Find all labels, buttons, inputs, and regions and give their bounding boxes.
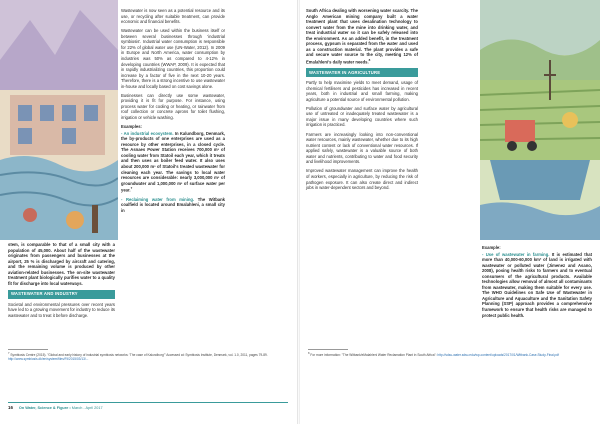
example-witbank-heading: - Reclaiming water from mining.	[121, 196, 195, 202]
industrial-symbiosis-text: Wastewater can be used within the business itself or between several businesses through 'industrial symbiosis'. Industrial water consumption is responsible for 22% of global water use (UN-Water, 2012). In 2009 in Europe and North America, water consumption by industries was 50% as compared to 4-12% in developing countries (WWAP, 2009). It is expected that in rapidly industrializing countries, this proportion could increase by a factor of five in the next 10-20 years. Therefore, there is a strong incentive to use wastewater in-house and locally based on cost savings alone.	[121, 28, 225, 89]
example-kalundborg	[121, 131, 225, 193]
issue-date: • March - April 2017	[68, 406, 103, 410]
airport-wastewater-text: stem, is comparable to that of a small city with a population of 45,000. About half of the wastewater originates from passengers and businesses at the airport, 25 % is discharged by aircraft and catering, and the remaining volume is produced by other aviation-related businesses. The on-site wastewater treatment plant biologically purifies water to a quality fit for discharge into local waterways.	[8, 242, 115, 286]
example-witbank-body: The Witbank coalfield is located around Emalahleni, a small city in	[121, 196, 225, 213]
example-label: Example:	[482, 245, 501, 250]
footnote-link-8[interactable]: http://sdsu-water.sdsu.edu/wp-content/uploads/2017/01/Witbank-Case-Study-Final.pdf	[437, 353, 559, 358]
section-heading-agriculture: WASTEWATER IN AGRICULTURE	[306, 68, 418, 77]
example-witbank	[121, 197, 225, 214]
examples-label: Examples:	[121, 124, 142, 130]
footer-divider	[8, 402, 288, 403]
footnote-7	[8, 352, 278, 361]
wastewater-resource-text: Wastewater is now seen as a potential resource and its use, or recycling after suitable treatment, can provide economic and financial benefits.	[121, 8, 225, 25]
left-page	[0, 0, 298, 424]
footnote-8	[308, 352, 588, 357]
agriculture-intro-text: Partly to help maximise yields to meet demand, usage of chemical fertilisers and pesticides has increased in recent years, both in industrial and small farming, making agriculture a potential source of environmental pollution.	[306, 80, 418, 102]
example-farming	[482, 252, 592, 319]
example-kalundborg-heading: - An industrial ecosystem.	[121, 130, 174, 136]
right-column-1	[306, 8, 418, 194]
footnote-ref-7[interactable]: 7	[130, 186, 133, 191]
direct-use-text: Businesses can directly use some wastewater, providing it is fit for purpose. For instance, using process water for cooling or heating, or rainwater from roof collection or concrete aprons for toilet flushing, irrigation or vehicle washing.	[121, 92, 225, 121]
footnote-ref-8[interactable]: 8	[368, 57, 371, 62]
footnote-mark: 7	[8, 352, 10, 355]
example-kalundborg-body: In Kalundborg, Denmark, the by-products of one enterprises are used as a resource by other enterprises, in a closed cycle. The Asnaes Power Station receives 700,000 m³ of cooling water from Statoil each year, which it treats and then uses as boiler feed water. It also uses about 200,000 m³ of Statoil's treated wastewater for cleaning each year. The savings to local water resources are considerable: nearly 3,000,000 m³ of groundwater and 1,000,000 m³ of surface water per year.	[121, 130, 225, 193]
footnote-divider-right	[308, 349, 348, 350]
farmers-wastewater-text: Farmers are increasingly looking into non-conventional water resources, mainly wastewater, whether due to its high nutrient content or lack of conventional water resources. If applied safely, wastewater is a valuable source of both water and nutrients, contributing to water and food security and livelihood improvements.	[306, 131, 418, 165]
page-footer	[8, 405, 288, 410]
left-column-1	[8, 242, 115, 322]
magazine-title: On Water, Science & Figure	[18, 406, 69, 410]
footnote-link[interactable]: http://www.symbiosis.dk/en/system/files/Fil/2015/03/13/...	[8, 357, 89, 362]
left-column-2	[121, 8, 225, 217]
witbank-plant-text: South Africa dealing with worsening water scarcity. The Anglo American mining company built a water treatment plant that uses desalination technology to convert water from the mine into drinking water, and treat industrial water so it can be safely released into the environment. As an added benefit, in the treatment process, gypsum is separated from the water and used as a construction material. The plant provides a safe and secure water source to the city, meeting 12% of Emalahleni's daily water needs.	[306, 8, 418, 65]
industry-intro-text: Societal and environmental pressures over recent years have led to a growing movement for industry to reduce its wastewater and to treat it before discharge.	[8, 301, 115, 318]
right-page	[300, 0, 600, 424]
example-farming-body: It is estimated that more than 40,000-60,000 km² of land is irrigated with wastewater or polluted water (Jimenez and Asano, 2008), posing health risks to farmers and to eventual consumers of the agricultural products. Available technologies allow removal of almost all contaminants from wastewater, making them suitable for every use. The WHO Guidelines on Safe Use of Wastewater in Agriculture and Aquaculture and the Sanitation Safety Planning (SSP) approach provides a comprehensive framework to ensure that health risks are managed to protect public health.	[482, 251, 592, 318]
illustration-left	[0, 0, 118, 240]
footnote-text-8: For more information: "The Witbank/eMalahleni Water Reclamation Plant in South Africa":	[309, 353, 438, 358]
example-farming-heading: - Use of wastewater in farming.	[482, 251, 550, 257]
right-column-2	[482, 245, 592, 322]
witbank-continued-text	[306, 8, 418, 65]
footnote-divider	[8, 349, 48, 350]
health-benefits-text: Improved wastewater management can improve the health of workers, especially in agriculture, by reducing the risk of pathogen exposure. It can also create direct and indirect jobs in water-dependent sectors and beyond.	[306, 168, 418, 191]
groundwater-pollution-text: Pollution of groundwater and surface water by agricultural use of untreated or inadequately treated wastewater is a major issue in many developing countries where such irrigation is practiced.	[306, 105, 418, 128]
page-number: 16	[8, 405, 13, 410]
section-heading-industry: WASTEWATER AND INDUSTRY	[8, 290, 115, 299]
footnote-text: Symbiosis Centre (2015). "Global and early history of industrial symbiosis networks: 'The case of Kalundborg'" Accessed at: Symbiosis Institute, Denmark, vol. 1.0, 2011, pages 79-89.	[9, 353, 268, 358]
illustration-right	[480, 0, 600, 240]
footnote-mark-8: 8	[308, 352, 310, 355]
